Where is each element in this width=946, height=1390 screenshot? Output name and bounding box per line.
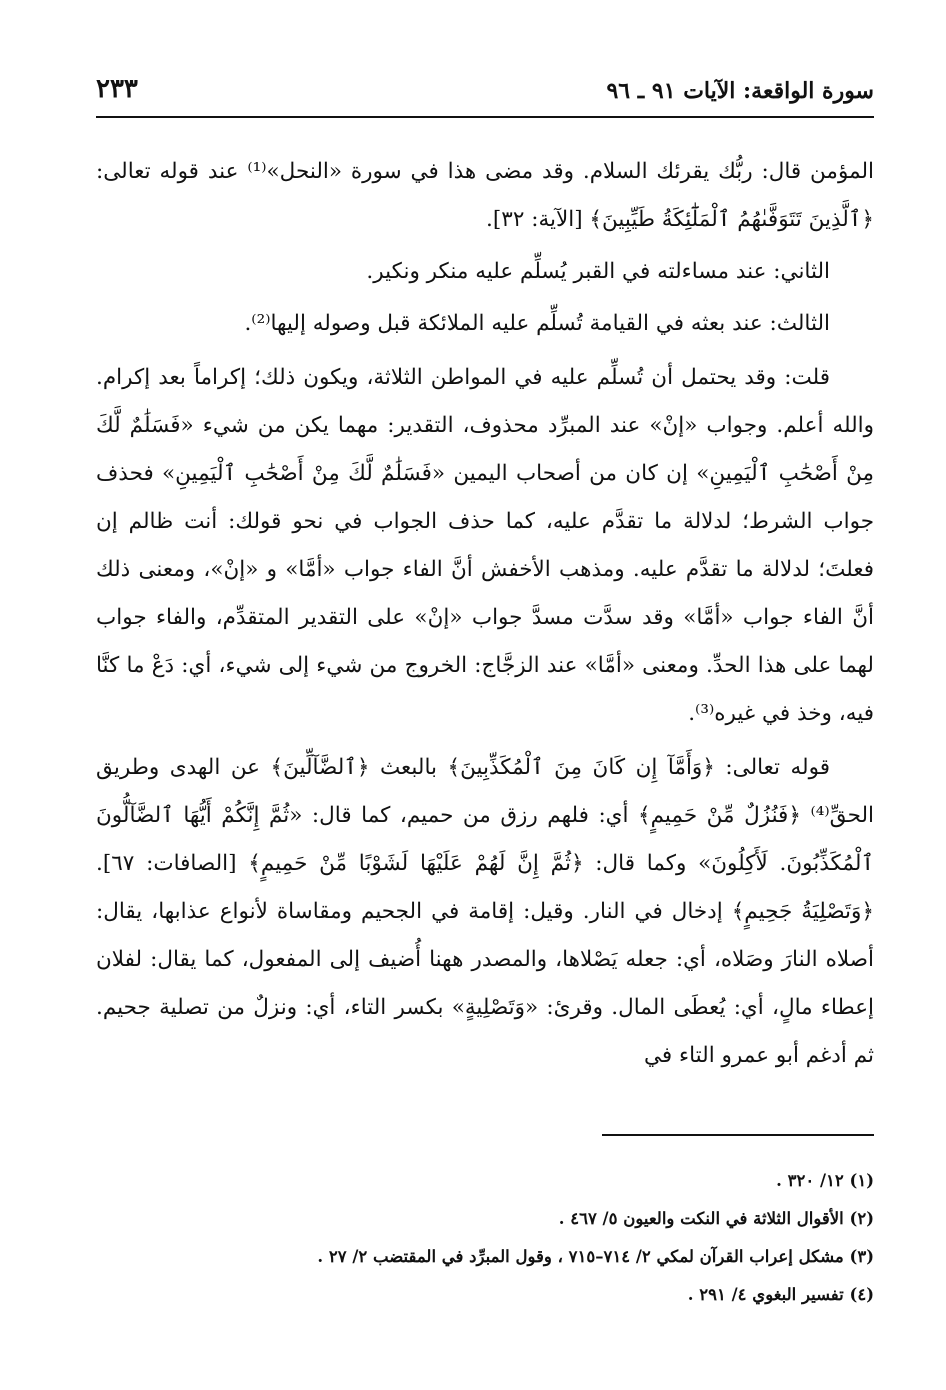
page-number: ٢٣٣ xyxy=(96,74,138,104)
footnote-divider xyxy=(602,1134,874,1136)
main-text xyxy=(96,148,874,1080)
footnote-2: (٢) الأقوال الثلاثة في النكت والعيون ٥/ ٤٦٧ . xyxy=(558,1209,874,1228)
footnote-3: (٣) مشكل إعراب القرآن لمكي ٢/ ٧١٤–٧١٥ ، وقول المبرِّد في المقتضب ٢/ ٢٧ . xyxy=(317,1247,874,1266)
paragraph-verse-explanation: قوله تعالى: ﴿وَأَمَّآ إِن كَانَ مِنَ ٱلْمُكَذِّبِينَ﴾ بالبعث ﴿ٱلضَّآلِّينَ﴾ عن الهدى وطريق الحقِّ⁽⁴⁾ ﴿فَنُزُلٌ مِّنْ حَمِيمٍ﴾ أي: فلهم رزق من حميم، كما قال: «ثُمَّ إِنَّكُمْ أَيُّهَا ٱلضَّآلُّونَ ٱلْمُكَذِّبُونَ. لَأَكِلُونَ» وكما قال: ﴿ثُمَّ إِنَّ لَهُمْ عَلَيْهَا لَشَوْبًا مِّنْ حَمِيمٍ﴾ [الصافات: ٦٧]. ﴿وَتَصْلِيَةُ جَحِيمٍ﴾ إدخال في النار. وقيل: إقامة في الجحيم ومقاساة لأنواع عذابها، يقال: أصلاه النارَ وصَلاه، أي: جعله يَصْلاها، والمصدر ههنا أُضيف إلى المفعول، كما يقال: لفلان إعطاء مالٍ، أي: يُعطَى المال. وقرئ: «وَتَصْلِيةٍ» بكسر التاء، أي: ونزلٌ من تصلية جحيم. ثم أدغم أبو عمرو التاء في xyxy=(96,755,874,1068)
chapter-title: سورة الواقعة: الآيات ٩١ ـ ٩٦ xyxy=(606,78,874,104)
running-header xyxy=(96,72,874,112)
paragraph-continuation: المؤمن قال: ربُّك يقرئك السلام. وقد مضى هذا في سورة «النحل»⁽¹⁾ عند قوله تعالى: ﴿ٱلَّذِينَ تَتَوَفَّىٰهُمُ ٱلْمَلَٰٓئِكَةُ طَيِّبِينَ﴾ [الآية: ٣٢]. xyxy=(96,159,874,232)
footnote-1: (١) ١٢/ ٣٢٠ . xyxy=(776,1171,874,1190)
paragraph-commentary: قلت: وقد يحتمل أن تُسلِّم عليه في المواطن الثلاثة، ويكون ذلك؛ إكراماً بعد إكرام. والله أعلم. وجواب «إنْ» عند المبرِّد محذوف، التقدير: مهما يكن من شيء «فَسَلَٰمٌ لَّكَ مِنْ أَصْحَٰبِ ٱلْيَمِينِ» إن كان من أصحاب اليمين «فَسَلَٰمٌ لَّكَ مِنْ أَصْحَٰبِ ٱلْيَمِينِ» فحذف جواب الشرط؛ لدلالة ما تقدَّم عليه، كما حذف الجواب في نحو قولك: أنت ظالم إن فعلتَ؛ لدلالة ما تقدَّم عليه. ومذهب الأخفش أنَّ الفاء جواب «أمَّا» و «إنْ»، ومعنى ذلك أنَّ الفاء جواب «أمَّا» وقد سدَّت مسدَّ جواب «إنْ» على التقدير المتقدِّم، والفاء جواب لهما على هذا الحدِّ. ومعنى «أمَّا» عند الزجَّاج: الخروج من شيء إلى شيء، أي: دَعْ ما كنَّا فيه، وخذ في غيره⁽³⁾. xyxy=(96,365,874,726)
header-divider xyxy=(96,116,874,118)
footnote-4: (٤) تفسير البغوي ٤/ ٢٩١ . xyxy=(687,1285,874,1304)
footnotes xyxy=(96,1162,874,1314)
paragraph-third: الثالث: عند بعثه في القيامة تُسلِّم عليه الملائكة قبل وصوله إليها⁽²⁾. xyxy=(244,311,830,336)
paragraph-second: الثاني: عند مساءلته في القبر يُسلِّم عليه منكر ونكير. xyxy=(366,259,830,284)
